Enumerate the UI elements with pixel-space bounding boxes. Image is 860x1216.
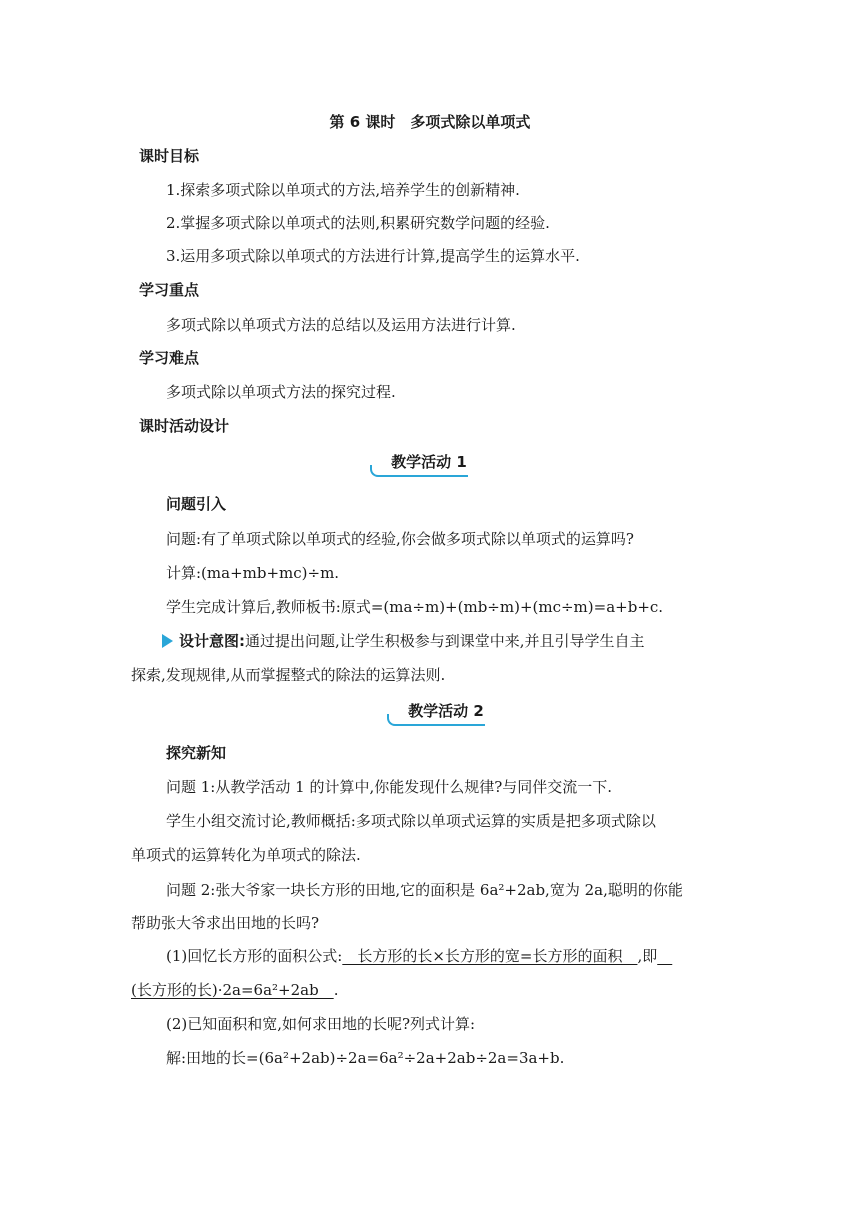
design-intent-line xyxy=(162,631,645,651)
activity-1-banner xyxy=(374,452,484,474)
lesson-title: 第 6 课时 多项式除以单项式 xyxy=(329,113,531,131)
step-2: (2)已知面积和宽,如何求田地的长呢?列式计算: xyxy=(166,1015,476,1033)
intro-question: 问题:有了单项式除以单项式的经验,你会做多项式除以单项式的运算吗? xyxy=(166,530,634,548)
discussion-text: 学生小组交流讨论,教师概括:多项式除以单项式运算的实质是把多项式除以 xyxy=(166,812,656,830)
goal-item: 1.探索多项式除以单项式的方法,培养学生的创新精神. xyxy=(166,181,520,199)
step-1-cont xyxy=(131,980,338,1000)
question-2: 问题 2:张大爷家一块长方形的田地,它的面积是 6a²+2ab,宽为 2a,聪明的你能 xyxy=(166,881,683,899)
design-intent-label: 设计意图: xyxy=(179,632,245,650)
goal-item: 3.运用多项式除以单项式的方法进行计算,提高学生的运算水平. xyxy=(166,247,580,265)
intro-board: 学生完成计算后,教师板书:原式=(ma÷m)+(mb÷m)+(mc÷m)=a+b+c. xyxy=(166,598,664,616)
step-1-answer-formula: (长方形的长)·2a=6a²+2ab xyxy=(131,981,334,999)
difficulties-text: 多项式除以单项式方法的探究过程. xyxy=(166,383,396,401)
goals-heading: 课时目标 xyxy=(139,147,200,165)
design-intent-text-cont: 探索,发现规律,从而掌握整式的除法的运算法则. xyxy=(131,666,446,684)
question-1: 问题 1:从教学活动 1 的计算中,你能发现什么规律?与同伴交流一下. xyxy=(166,778,613,796)
triangle-arrow-icon xyxy=(162,634,173,648)
goal-item: 2.掌握多项式除以单项式的法则,积累研究数学问题的经验. xyxy=(166,214,550,232)
key-points-text: 多项式除以单项式方法的总结以及运用方法进行计算. xyxy=(166,316,516,334)
intro-subheading: 问题引入 xyxy=(166,495,227,513)
step-1-mid: ,即 xyxy=(637,947,658,965)
question-2-cont: 帮助张大爷求出田地的长吗? xyxy=(131,914,320,932)
banner-swoosh-icon xyxy=(370,465,468,477)
discussion-text-cont: 单项式的运算转化为单项式的除法. xyxy=(131,846,361,864)
difficulties-heading: 学习难点 xyxy=(139,349,200,367)
activity-1-banner-label: 教学活动 1 xyxy=(391,453,467,471)
activity-2-banner-label: 教学活动 2 xyxy=(408,702,484,720)
step-1-prefix: (1)回忆长方形的面积公式: xyxy=(166,947,343,965)
explore-subheading: 探究新知 xyxy=(166,744,227,762)
step-1-end: . xyxy=(333,981,339,999)
banner-swoosh-icon xyxy=(387,714,485,726)
key-points-heading: 学习重点 xyxy=(139,281,200,299)
step-1-answer-blank-2 xyxy=(657,947,672,965)
activity-2-banner xyxy=(391,701,501,723)
step-1-answer-blank: 长方形的长×长方形的宽=长方形的面积 xyxy=(342,947,638,965)
design-intent-text: 通过提出问题,让学生积极参与到课堂中来,并且引导学生自主 xyxy=(245,632,645,650)
solution: 解:田地的长=(6a²+2ab)÷2a=6a²÷2a+2ab÷2a=3a+b. xyxy=(166,1049,565,1067)
activity-design-heading: 课时活动设计 xyxy=(139,417,230,435)
intro-calc: 计算:(ma+mb+mc)÷m. xyxy=(166,564,340,582)
step-1 xyxy=(166,946,672,966)
